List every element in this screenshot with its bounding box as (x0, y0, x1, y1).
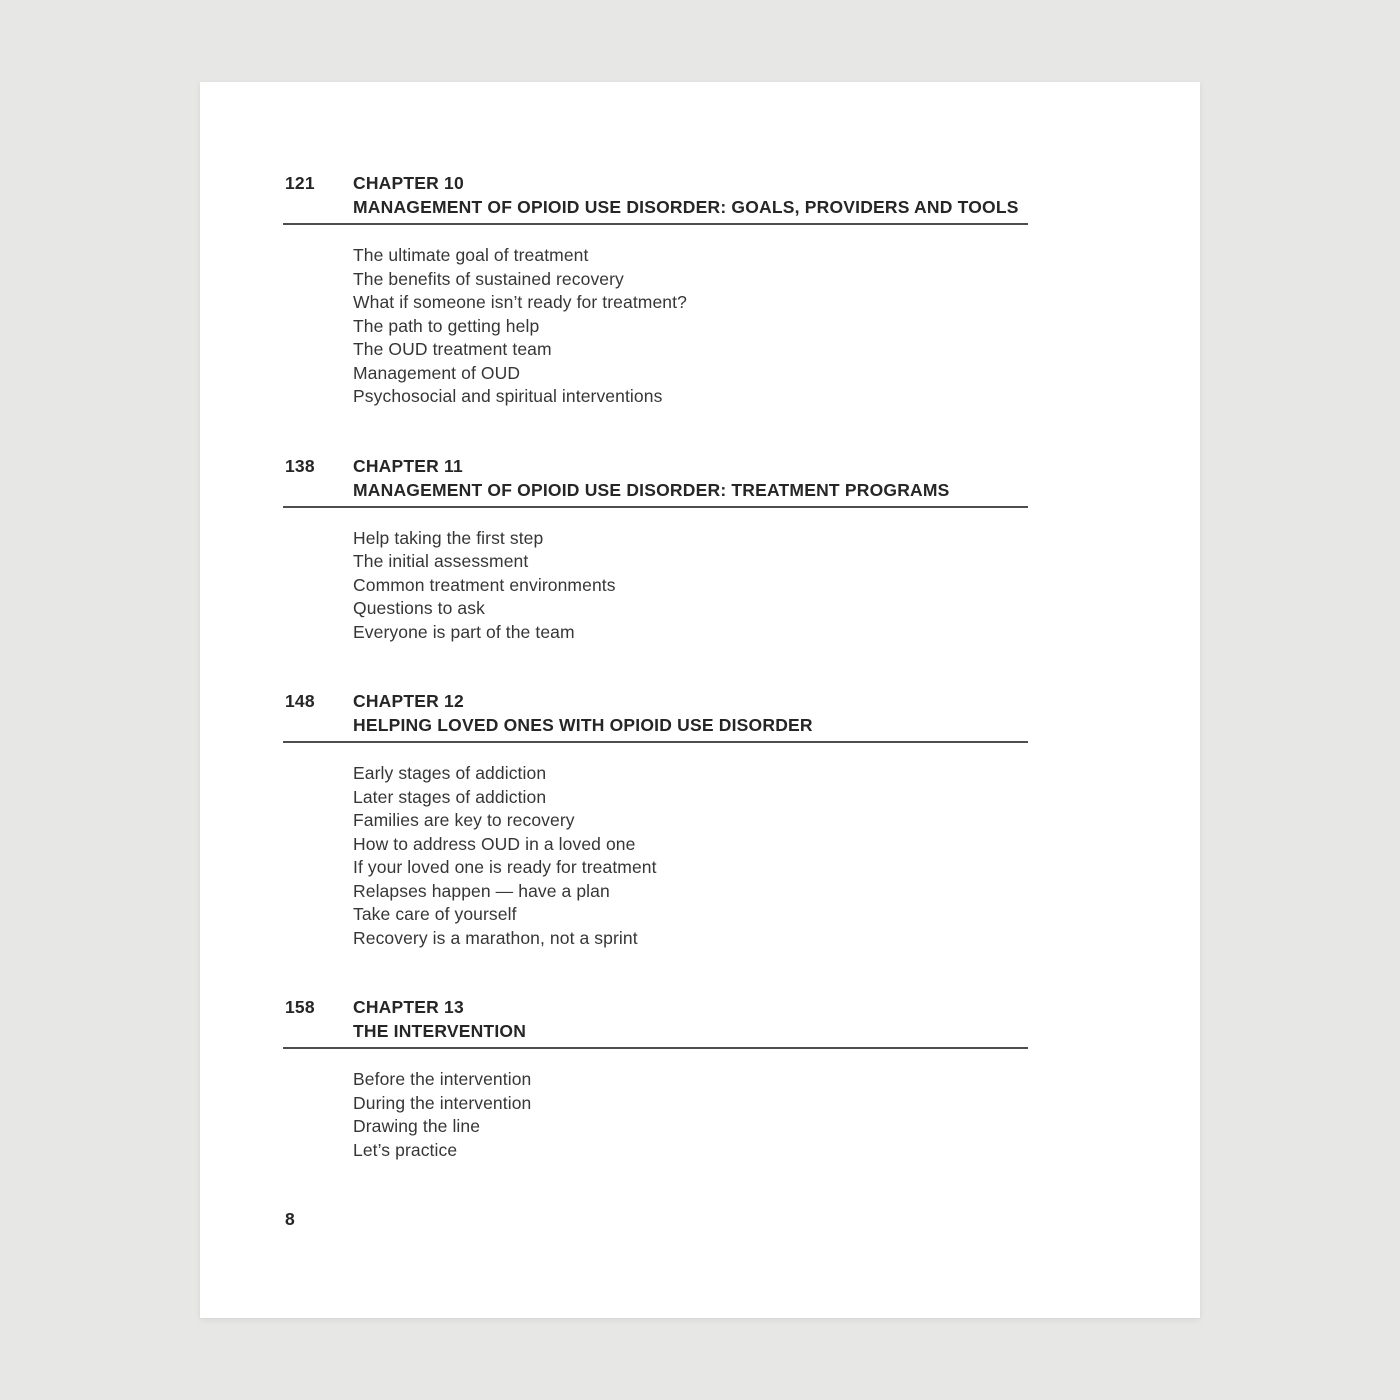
section-divider-rule (283, 1047, 1028, 1049)
chapter-heading (353, 454, 950, 502)
topic-item: The path to getting help (353, 315, 540, 336)
topic-item: The ultimate goal of treatment (353, 245, 589, 265)
toc-page (200, 82, 1200, 1318)
topic-item: Take care of yourself (353, 904, 517, 924)
chapter-heading-row (285, 995, 1200, 1043)
chapter-page-number: 148 (285, 691, 315, 711)
chapter-label: CHAPTER 13 (353, 997, 464, 1017)
topic-item: Everyone is part of the team (353, 621, 575, 642)
topic-item: The OUD treatment team (353, 339, 552, 359)
topic-item: Drawing the line (353, 1116, 481, 1136)
topic-item: Common treatment environments (353, 574, 616, 595)
topic-list (353, 244, 1200, 409)
chapter-heading (353, 689, 813, 737)
section-divider-rule (283, 223, 1028, 225)
topic-item: The benefits of sustained recovery (353, 268, 624, 289)
toc-section (285, 454, 1200, 645)
chapter-heading-row (285, 689, 1200, 737)
topic-item: Later stages of addiction (353, 786, 547, 807)
topic-item: Psychosocial and spiritual interventions (353, 386, 663, 406)
chapter-heading-row (285, 171, 1200, 219)
topic-item: Early stages of addiction (353, 763, 547, 783)
section-divider-rule (283, 741, 1028, 743)
topic-list (353, 762, 1200, 950)
topic-item: Families are key to recovery (353, 810, 575, 830)
footer-page-number: 8 (285, 1209, 295, 1229)
chapter-title: HELPING LOVED ONES WITH OPIOID USE DISORDER (353, 715, 813, 735)
topic-item: Questions to ask (353, 598, 485, 618)
topic-item: During the intervention (353, 1092, 532, 1113)
topic-item: Let’s practice (353, 1139, 458, 1160)
chapter-title: MANAGEMENT OF OPIOID USE DISORDER: GOALS, PROVIDERS AND TOOLS (353, 197, 1019, 217)
chapter-heading-row (285, 454, 1200, 502)
chapter-label: CHAPTER 11 (353, 455, 463, 476)
topic-item: Help taking the first step (353, 527, 544, 548)
toc-sections (200, 82, 1200, 1162)
chapter-page-number: 121 (285, 173, 315, 193)
topic-item: Recovery is a marathon, not a sprint (353, 927, 638, 948)
chapter-label: CHAPTER 12 (353, 691, 464, 711)
topic-item: Management of OUD (353, 362, 521, 383)
topic-item: Before the intervention (353, 1069, 532, 1089)
topic-list (353, 1068, 1200, 1162)
topic-item: Relapses happen — have a plan (353, 880, 610, 901)
topic-item: How to address OUD in a loved one (353, 833, 636, 854)
chapter-page-number: 138 (285, 455, 315, 476)
topic-item: What if someone isn’t ready for treatment? (353, 292, 687, 312)
toc-section (285, 995, 1200, 1162)
chapter-title: THE INTERVENTION (353, 1021, 527, 1041)
chapter-label: CHAPTER 10 (353, 173, 464, 193)
topic-item: If your loved one is ready for treatment (353, 857, 657, 877)
toc-section (285, 171, 1200, 409)
section-divider-rule (283, 506, 1028, 508)
chapter-heading (353, 171, 1019, 219)
topic-item: The initial assessment (353, 551, 529, 571)
chapter-page-number: 158 (285, 997, 315, 1017)
toc-section (285, 689, 1200, 950)
chapter-heading (353, 995, 526, 1043)
topic-list (353, 527, 1200, 645)
chapter-title: MANAGEMENT OF OPIOID USE DISORDER: TREATMENT PROGRAMS (353, 479, 950, 500)
